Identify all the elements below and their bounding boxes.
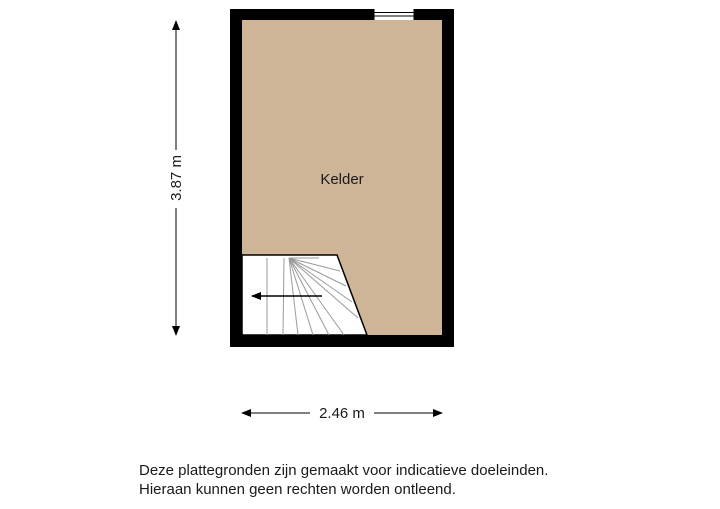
- disclaimer: [139, 461, 699, 499]
- disclaimer-line-1: Deze plattegronden zijn gemaakt voor indicatieve doeleinden.: [139, 462, 549, 479]
- width-dimension-label: 2.46 m: [319, 405, 365, 422]
- height-dimension: [168, 21, 185, 335]
- room-label: Kelder: [320, 171, 364, 188]
- height-dimension-label: 3.87 m: [168, 155, 185, 201]
- disclaimer-line-2: Hieraan kunnen geen rechten worden ontleend.: [139, 481, 456, 498]
- width-dimension: [242, 405, 442, 422]
- window: [374, 9, 414, 20]
